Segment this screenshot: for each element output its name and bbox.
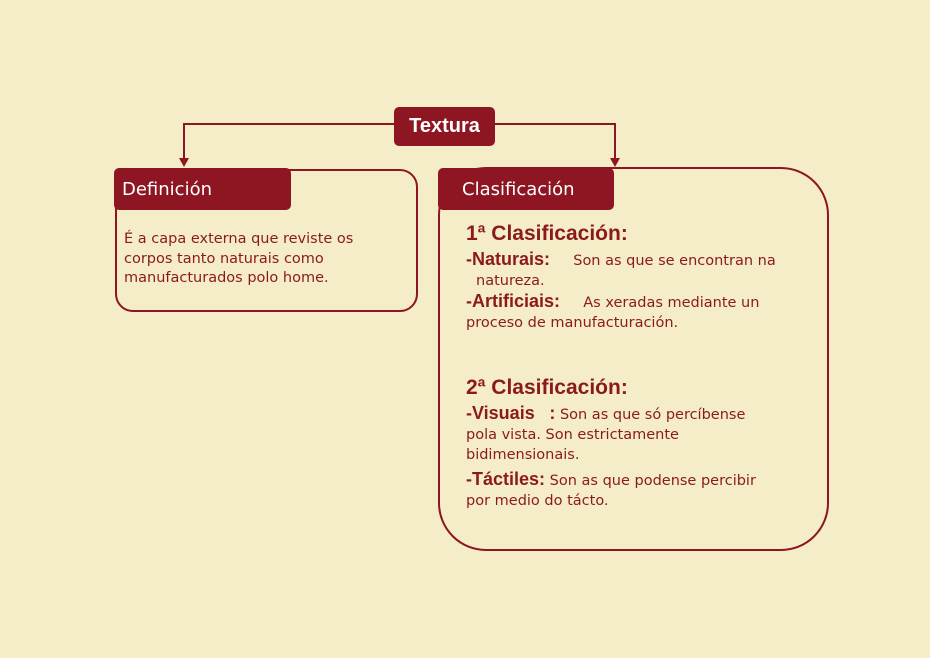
connector-to-definition: [184, 124, 394, 160]
arrow-head-definition: [179, 158, 189, 167]
desc-artificiais-2: proceso de manufacturación.: [466, 315, 679, 331]
item-visuais: [466, 403, 816, 465]
root-node-textura: [394, 107, 495, 146]
desc-visuais-1: Son as que só percíbense: [559, 407, 746, 423]
item-naturais: [466, 249, 816, 291]
item-tactiles: [466, 469, 816, 511]
term-visuais-separator: :: [549, 403, 556, 423]
root-label: Textura: [409, 115, 480, 137]
definition-text: É a capa externa que reviste os corpos tanto naturais como manufacturados polo home.: [124, 231, 354, 286]
desc-visuais-2: pola vista. Son estrictamente: [466, 427, 679, 443]
definition-title-tab: [114, 168, 291, 210]
connector-to-classification: [495, 124, 615, 160]
desc-visuais-3: bidimensionais.: [466, 447, 580, 463]
classification-1-heading: 1ª Clasificación:: [466, 222, 628, 245]
term-naturais: -Naturais:: [466, 249, 551, 269]
term-artificiais: -Artificiais:: [466, 291, 561, 311]
desc-artificiais-1: As xeradas mediante un: [583, 295, 760, 311]
item-artificiais: [466, 291, 816, 333]
desc-tactiles-1: Son as que podense percibir: [549, 473, 756, 489]
term-visuais: -Visuais: [466, 403, 535, 423]
classification-title-tab: [438, 168, 614, 210]
classification-content: [466, 221, 816, 511]
definition-title: Definición: [122, 178, 212, 200]
arrow-head-classification: [610, 158, 620, 167]
desc-naturais-1: Son as que se encontran na: [573, 253, 776, 269]
term-tactiles: -Táctiles:: [466, 469, 546, 489]
classification-2-heading: 2ª Clasificación:: [466, 376, 628, 399]
classification-title: Clasificación: [462, 178, 575, 200]
desc-tactiles-2: por medio do tácto.: [466, 493, 609, 509]
desc-naturais-2: natureza.: [476, 273, 545, 289]
